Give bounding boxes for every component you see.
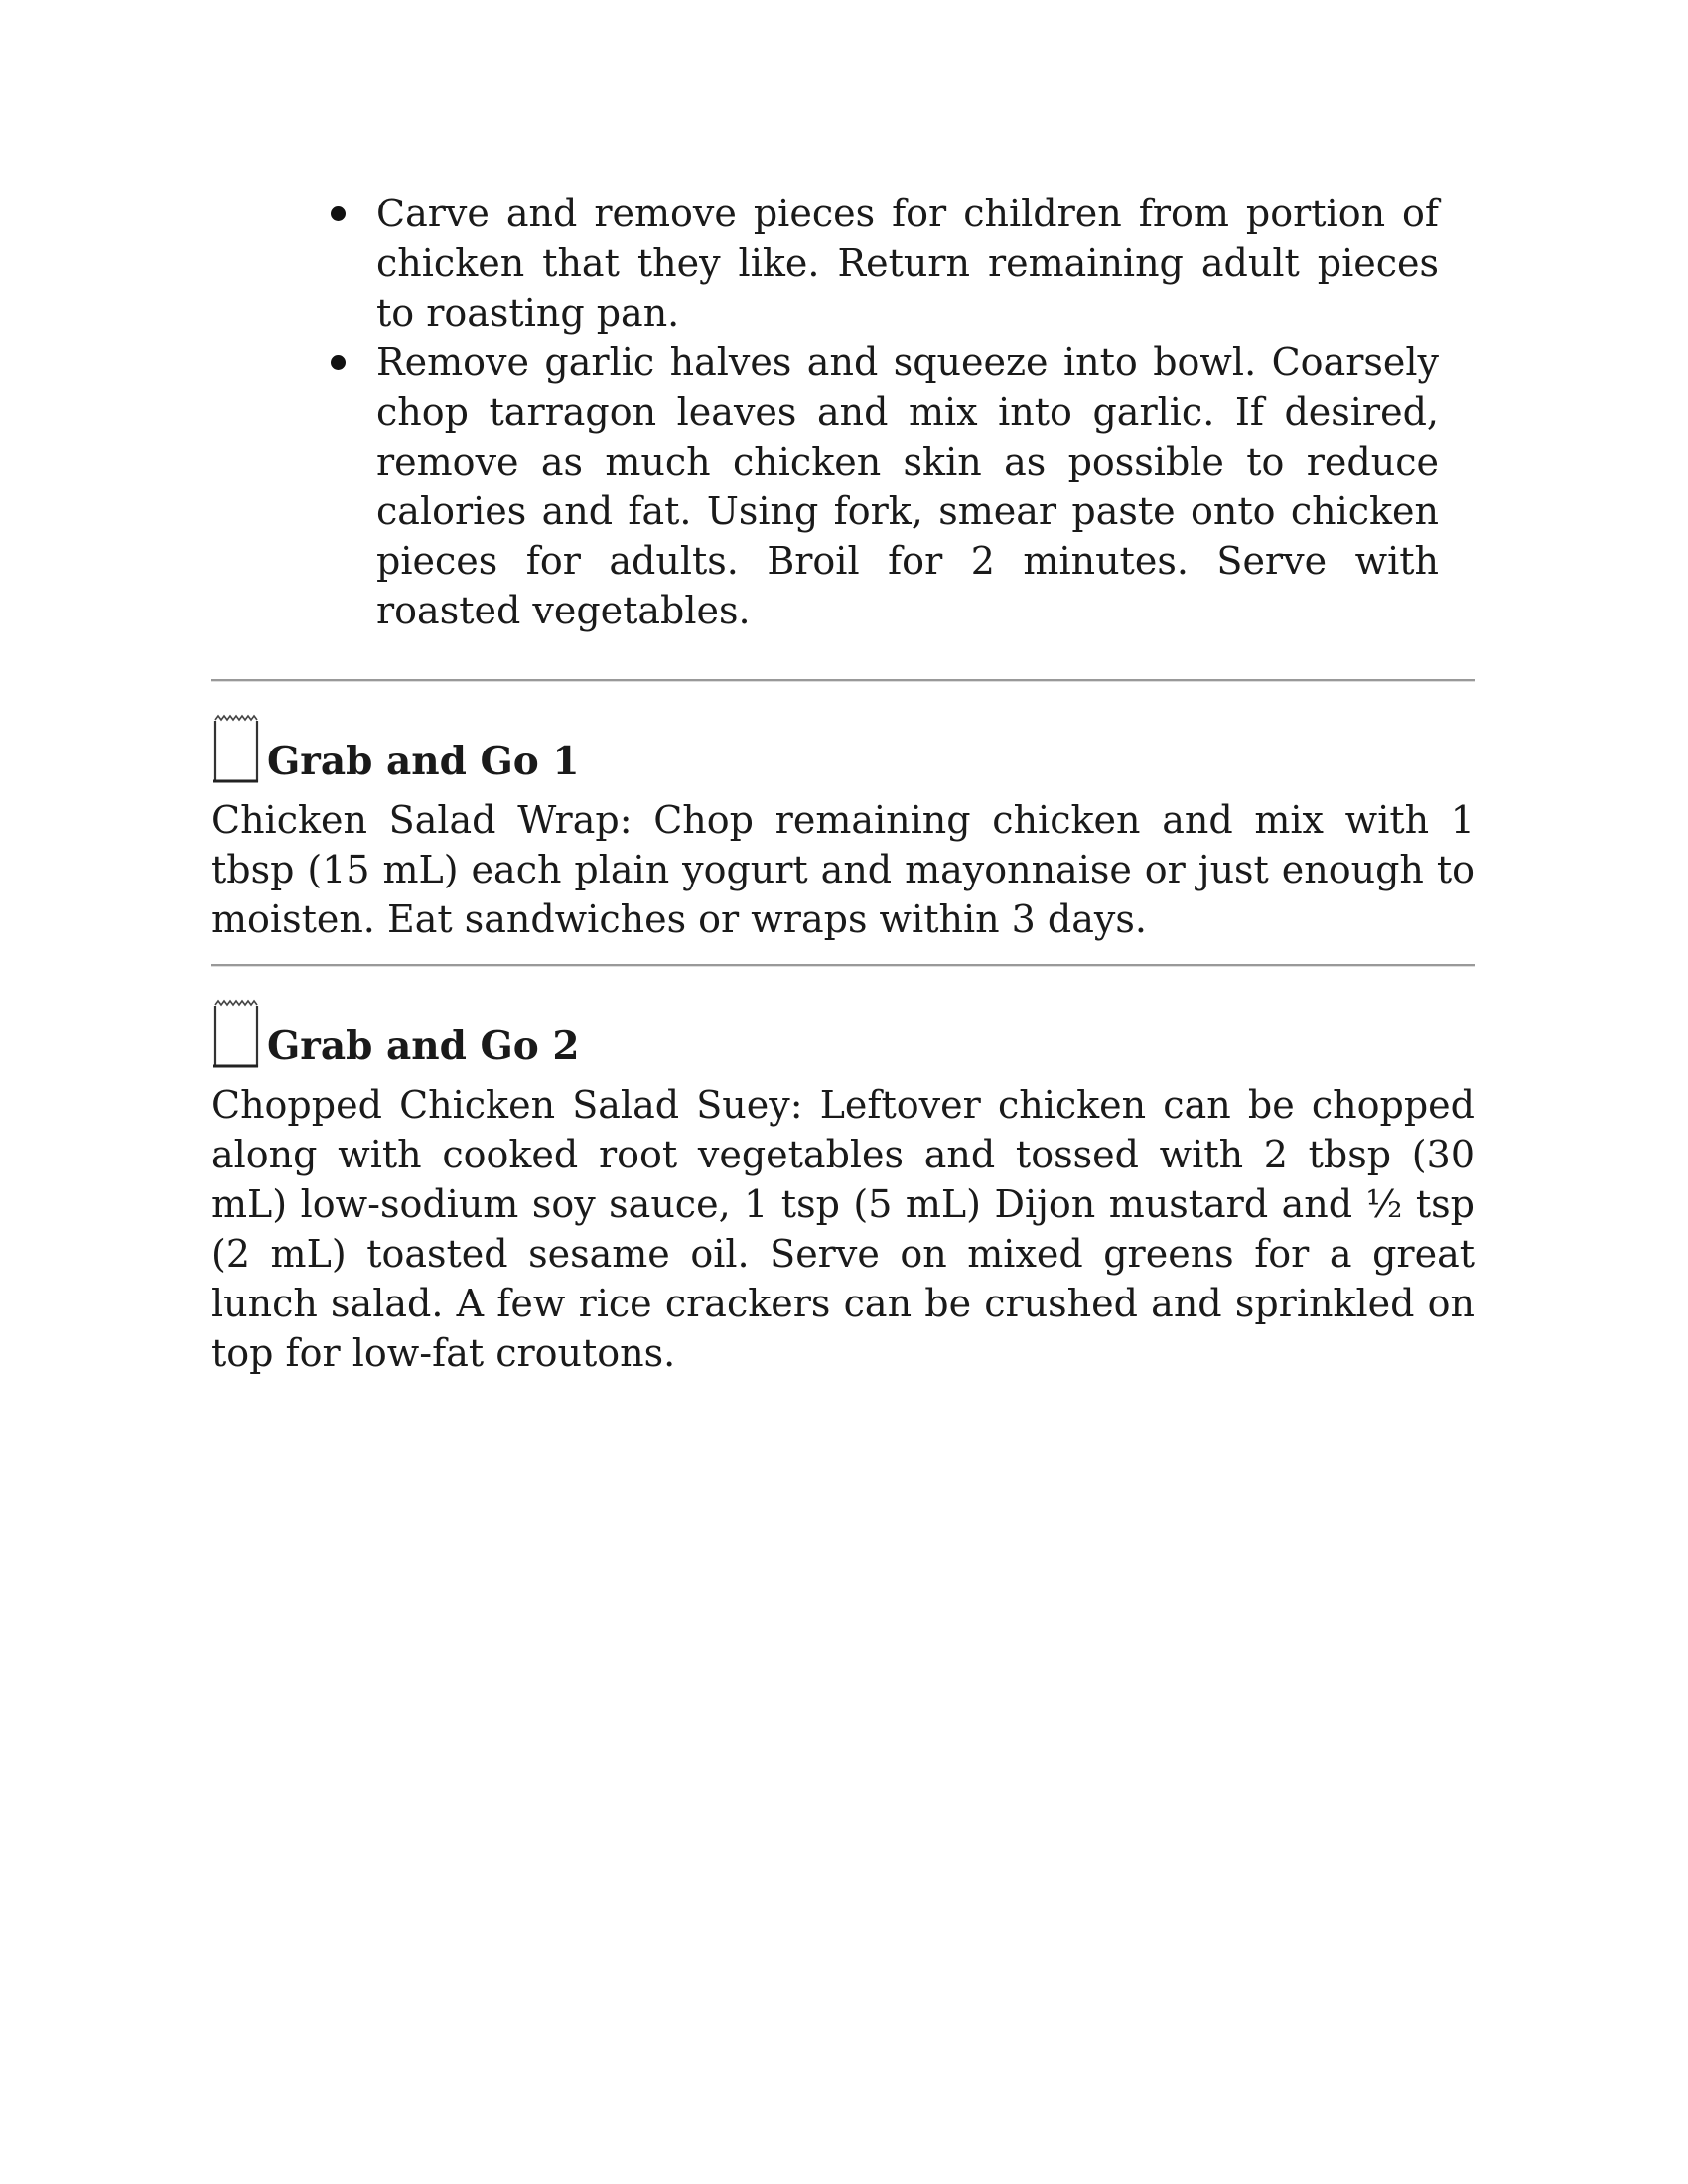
- section-divider: [211, 679, 1475, 682]
- list-item-text: Carve and remove pieces for children from portion of chicken that they like. Return remaining adult pieces to roasting pan.: [376, 192, 1439, 335]
- list-item-text: Remove garlic halves and squeeze into bowl. Coarsely chop tarragon leaves and mix into garlic. If desired, remove as much chicken skin as possible to reduce calories and fat. Using fork, smear paste onto chicken pieces for adults. Broil for 2 minutes. Serve with roasted vegetables.: [376, 341, 1439, 632]
- section-heading: [211, 710, 1475, 783]
- bullet-icon: [331, 355, 346, 370]
- bullet-icon: [331, 206, 346, 221]
- section-body: Chopped Chicken Salad Suey: Leftover chicken can be chopped along with cooked root vegetables and tossed with 2 tbsp (30 mL) low-sodium soy sauce, 1 tsp (5 mL) Dijon mustard and ½ tsp (2 mL) toasted sesame oil. Serve on mixed greens for a great lunch salad. A few rice crackers can be crushed and sprinkled on top for low-fat croutons.: [211, 1083, 1475, 1375]
- list-item: [376, 338, 1439, 635]
- section-body: Chicken Salad Wrap: Chop remaining chicken and mix with 1 tbsp (15 mL) each plain yogurt and mayonnaise or just enough to moisten. Eat sandwiches or wraps within 3 days.: [211, 798, 1475, 941]
- grab-and-go-1-section: [211, 710, 1475, 944]
- section-title: Grab and Go 1: [267, 739, 580, 784]
- section-title: Grab and Go 2: [267, 1024, 580, 1069]
- list-item: [376, 189, 1439, 338]
- instruction-list: [211, 189, 1439, 635]
- grab-and-go-2-section: [211, 995, 1475, 1378]
- section-heading: [211, 995, 1475, 1068]
- document-page: [211, 189, 1475, 1378]
- section-divider: [211, 964, 1475, 967]
- notepad-icon: [211, 712, 259, 783]
- notepad-icon: [211, 997, 259, 1068]
